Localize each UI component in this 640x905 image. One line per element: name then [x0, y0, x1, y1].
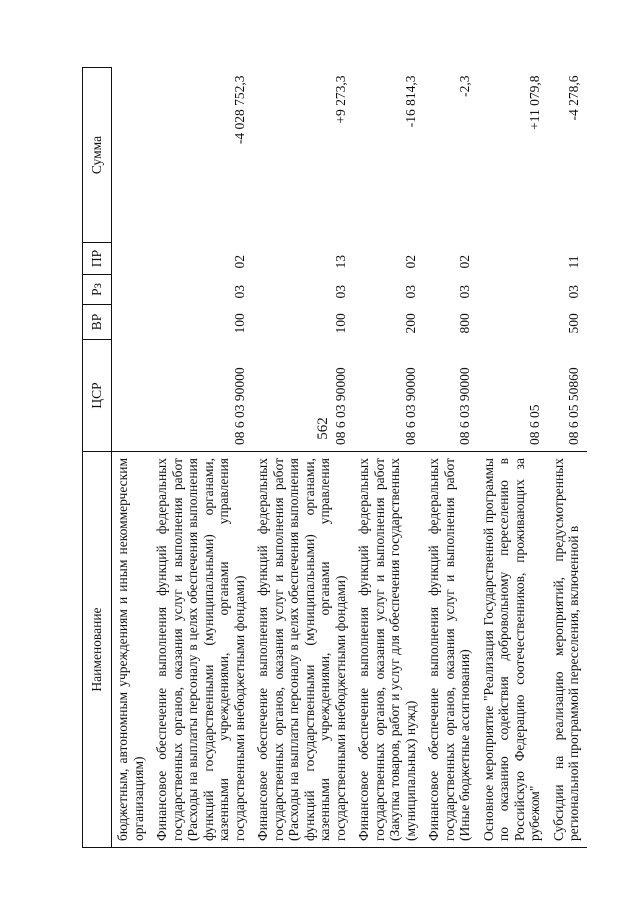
table-row: [252, 68, 353, 848]
table-row: [112, 68, 152, 848]
row-csr: 08 6 05 50860: [566, 367, 581, 445]
row-sum: -4 028 752,3: [231, 75, 247, 145]
row-csr: 08 6 03 90000: [231, 367, 247, 445]
row-name: бюджетным, автономным учреждениям и иным некоммерческим организациям): [112, 452, 152, 848]
header-vr: ВР: [83, 305, 112, 340]
budget-table: [82, 67, 587, 848]
table-row: [478, 68, 548, 848]
row-pr: 13: [332, 255, 348, 269]
table-row: [548, 68, 587, 848]
row-csr: 08 6 03 90000: [457, 367, 472, 445]
row-pr: [112, 243, 152, 275]
row-rz: 03: [402, 285, 418, 299]
row-csr: 08 6 05: [527, 404, 542, 445]
row-sum: -4 278,6: [566, 75, 581, 121]
table-row: [353, 68, 423, 848]
row-name: Финансовое обеспечение выполнения функций федеральных государственных органов, оказания услуг и выполнения работ (Расходы на выплаты персоналу в целях обеспечения выполнения функций государственными (муниципальными) органами, казенными учреждениями, органами управления государственными внебюджетными фондами): [151, 452, 252, 848]
row-rz: [112, 275, 152, 305]
row-vr: 500: [566, 313, 581, 334]
header-sum: Сумма: [83, 68, 112, 243]
row-pr: 02: [402, 255, 418, 269]
rotated-page-content: [82, 68, 602, 848]
row-name: Финансовое обеспечение выполнения функций федеральных государственных органов, оказания услуг и выполнения работ (Закупка товаров, работ и услуг для обеспечения государственных (муниципальных) нужд): [353, 452, 423, 848]
row-rz: 03: [231, 285, 247, 299]
row-vr: 200: [402, 313, 418, 334]
row-csr: 08 6 03 90000: [332, 367, 348, 445]
table-header-row: [83, 68, 112, 848]
row-sum: +11 079,8: [527, 75, 542, 130]
row-vr: 800: [457, 313, 472, 334]
row-rz: 03: [332, 285, 348, 299]
header-csr: ЦСР: [83, 340, 112, 452]
row-csr: [112, 340, 152, 452]
header-rz: Рз: [83, 275, 112, 305]
row-vr: [478, 305, 548, 340]
row-rz: [478, 275, 548, 305]
row-vr: [112, 305, 152, 340]
row-sum: [112, 68, 152, 243]
table-row: [151, 68, 252, 848]
page-number: 562: [314, 417, 331, 440]
row-name: Основное мероприятие "Реализация Государственной программы по оказанию содействия добровольному переселению в Российскую Федерацию соотечественников, проживающих за рубежом": [478, 452, 548, 848]
row-name: Субсидии на реализацию мероприятий, предусмотренных региональной программой переселения, включенной в: [548, 452, 587, 848]
header-name: Наименование: [83, 452, 112, 848]
header-pr: ПР: [83, 243, 112, 275]
row-sum: -2,3: [457, 75, 472, 97]
row-sum: -16 814,3: [402, 75, 418, 128]
row-rz: 03: [566, 285, 581, 299]
row-vr: 100: [231, 313, 247, 334]
row-pr: 02: [231, 255, 247, 269]
table-row: [423, 68, 478, 848]
row-sum: +9 273,3: [332, 75, 348, 124]
row-csr: 08 6 03 90000: [402, 367, 418, 445]
row-name: Финансовое обеспечение выполнения функций федеральных государственных органов, оказания услуг и выполнения работ (Иные бюджетные ассигнования): [423, 452, 478, 848]
row-pr: [478, 243, 548, 275]
row-name: Финансовое обеспечение выполнения функций федеральных государственных органов, оказания услуг и выполнения работ (Расходы на выплаты персоналу в целях обеспечения выполнения функций государственными (муниципальными) органами, казенными учреждениями, органами управления государственными внебюджетными фондами): [252, 452, 353, 848]
row-rz: 03: [457, 285, 472, 299]
row-pr: 11: [566, 255, 581, 269]
row-pr: 02: [457, 255, 472, 269]
row-vr: 100: [332, 313, 348, 334]
